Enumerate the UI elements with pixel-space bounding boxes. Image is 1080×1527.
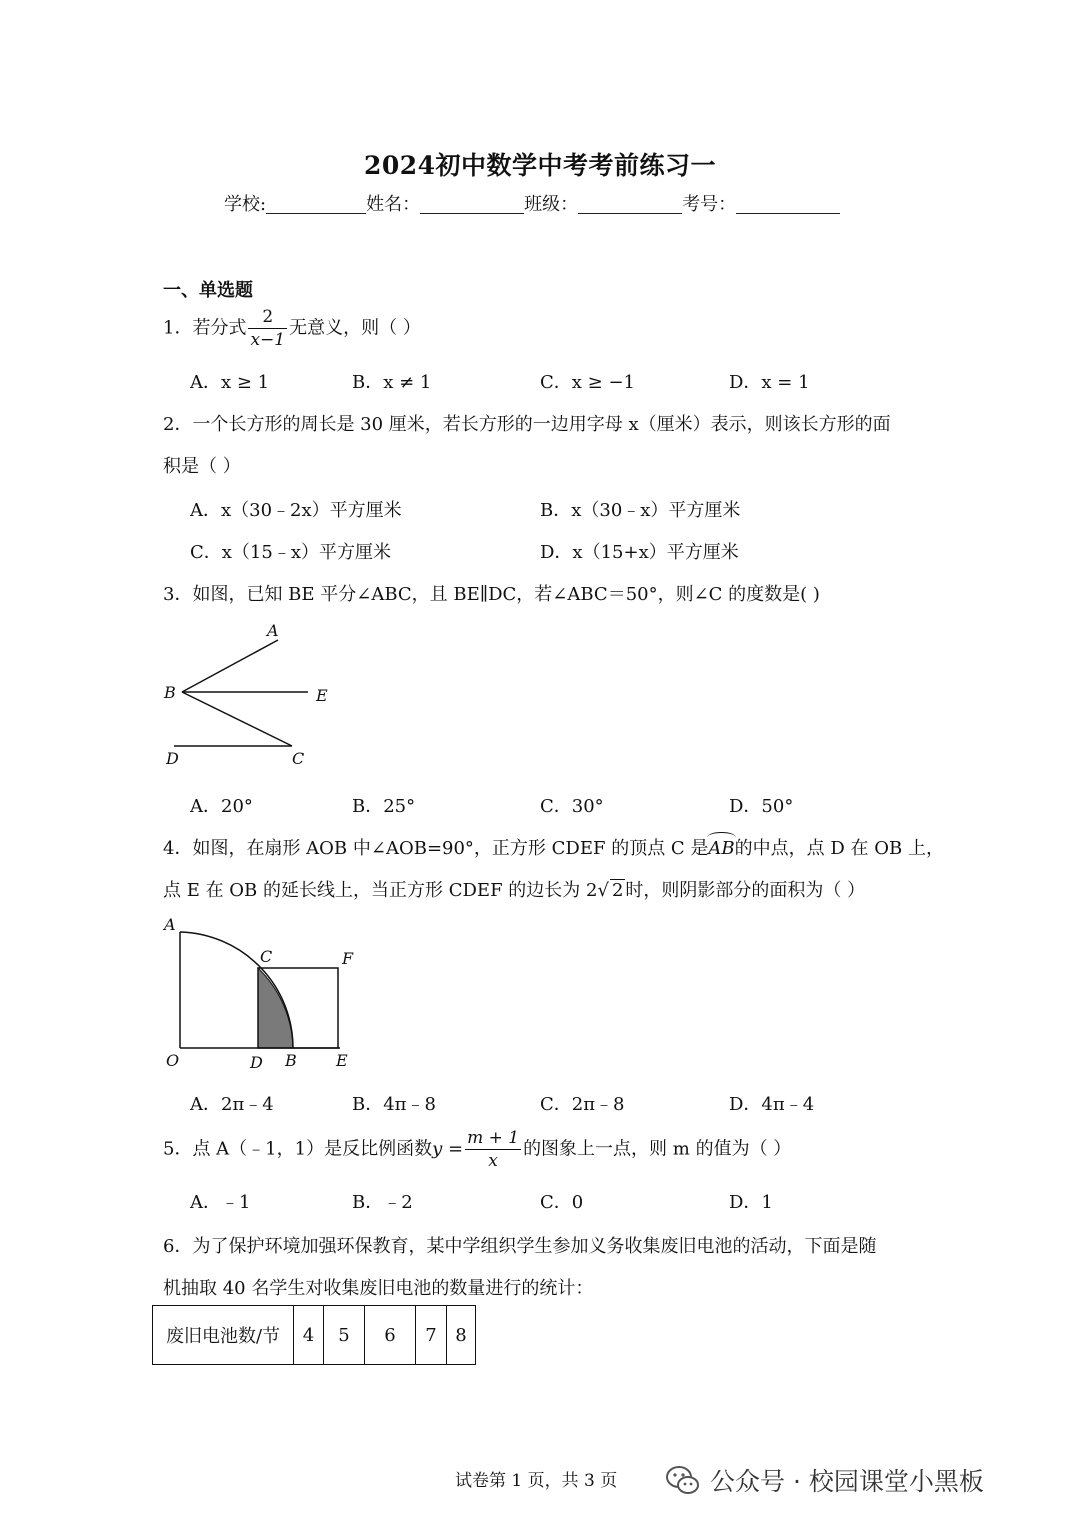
q5-option-d[interactable]: D．1 bbox=[729, 1192, 773, 1213]
q5-fraction bbox=[465, 1127, 521, 1172]
q3-label-c: C bbox=[292, 749, 305, 768]
q4-sqrt-symbol: √ bbox=[597, 880, 609, 901]
q4-shaded-region bbox=[258, 968, 293, 1048]
q4-text-line2-post: 时，则阴影部分的面积为（ ） bbox=[625, 880, 866, 901]
q5-text-post: 的图象上一点，则 m 的值为（ ） bbox=[523, 1138, 792, 1160]
school-label: 学校: bbox=[224, 194, 267, 215]
q6-table-header-cell: 废旧电池数/节 bbox=[153, 1306, 294, 1365]
q6-table-cell: 4 bbox=[294, 1306, 324, 1365]
q1-fraction-numerator: 2 bbox=[262, 307, 274, 327]
q5-fraction-denominator: x bbox=[465, 1149, 521, 1172]
q2-option-c[interactable]: C．x（15﹣x）平方厘米 bbox=[190, 542, 391, 563]
q4-text-line2-pre: 点 E 在 OB 的延长线上，当正方形 CDEF 的边长为 2 bbox=[163, 880, 598, 901]
q6-statistics-table bbox=[152, 1305, 476, 1365]
q1-text-pre: 若分式 bbox=[192, 317, 247, 339]
q1-option-c[interactable]: C．x ≥ −1 bbox=[540, 372, 635, 393]
q3-label-e: E bbox=[316, 686, 328, 705]
q6-table-cell: 8 bbox=[447, 1306, 476, 1365]
q4-text-line1 bbox=[163, 834, 944, 860]
q3-label-d: D bbox=[166, 749, 179, 768]
wechat-icon bbox=[664, 1463, 702, 1497]
q2-option-b[interactable]: B．x（30﹣x）平方厘米 bbox=[540, 500, 741, 521]
q4-text-line2 bbox=[163, 876, 865, 902]
q2-text-line2: 积是（ ） bbox=[163, 456, 241, 477]
q3-option-b[interactable]: B．25° bbox=[352, 796, 416, 817]
page-footer: 试卷第 1 页，共 3 页 bbox=[455, 1471, 618, 1491]
q6-table-cell: 7 bbox=[416, 1306, 447, 1365]
school-blank[interactable] bbox=[266, 195, 366, 214]
student-info-line bbox=[224, 190, 840, 216]
q3-option-d[interactable]: D．50° bbox=[729, 796, 794, 817]
q3-line-ba bbox=[182, 640, 278, 692]
watermark bbox=[664, 1462, 984, 1498]
name-blank[interactable] bbox=[420, 195, 524, 214]
q4-text-line1-pre: 4．如图，在扇形 AOB 中∠AOB=90°，正方形 CDEF 的顶点 C 是 bbox=[163, 838, 709, 859]
section-heading-single-choice: 一、单选题 bbox=[163, 280, 253, 301]
class-label: 班级： bbox=[524, 194, 579, 215]
q3-line-bc bbox=[182, 692, 292, 746]
q5-y-equals: y = bbox=[432, 1138, 464, 1160]
q4-label-d: D bbox=[250, 1053, 263, 1070]
q3-option-a[interactable]: A．20° bbox=[190, 796, 253, 817]
q6-text-line1: 6．为了保护环境加强环保教育，某中学组织学生参加义务收集废旧电池的活动，下面是随 bbox=[163, 1236, 877, 1257]
q5-text-pre: 5．点 A（﹣1，1）是反比例函数 bbox=[163, 1138, 433, 1160]
q1-option-a[interactable]: A．x ≥ 1 bbox=[190, 372, 270, 393]
q4-label-b: B bbox=[285, 1051, 297, 1070]
exam-number-label: 考号： bbox=[682, 194, 737, 215]
q4-option-b[interactable]: B．4π﹣8 bbox=[352, 1094, 436, 1115]
q3-figure bbox=[160, 618, 340, 770]
q1-text-post: 无意义，则（ ） bbox=[289, 317, 421, 339]
q3-label-b: B bbox=[164, 683, 176, 702]
q4-arc-ab: AB bbox=[708, 838, 735, 859]
q4-sqrt-radicand: 2 bbox=[611, 880, 624, 901]
q6-table-cell: 6 bbox=[365, 1306, 416, 1365]
q4-label-a: A bbox=[164, 915, 176, 934]
page-title: 2024初中数学中考考前练习一 bbox=[363, 151, 717, 180]
q6-text-line2: 机抽取 40 名学生对收集废旧电池的数量进行的统计： bbox=[163, 1278, 594, 1299]
q3-option-c[interactable]: C．30° bbox=[540, 796, 604, 817]
question-5 bbox=[163, 1127, 791, 1172]
watermark-text: 公众号 · 校园课堂小黑板 bbox=[710, 1467, 984, 1496]
q1-option-d[interactable]: D．x = 1 bbox=[729, 372, 810, 393]
q5-option-b[interactable]: B．﹣2 bbox=[352, 1192, 413, 1213]
q1-option-b[interactable]: B．x ≠ 1 bbox=[352, 372, 432, 393]
question-1 bbox=[163, 306, 421, 351]
table-row bbox=[153, 1306, 476, 1365]
name-label: 姓名： bbox=[366, 194, 421, 215]
exam-number-blank[interactable] bbox=[736, 195, 840, 214]
q1-fraction-denominator: x−1 bbox=[250, 330, 286, 350]
q2-option-a[interactable]: A．x（30﹣2x）平方厘米 bbox=[190, 500, 402, 521]
q1-fraction bbox=[248, 306, 287, 351]
q3-label-a: A bbox=[267, 621, 279, 640]
class-blank[interactable] bbox=[578, 195, 682, 214]
q4-option-d[interactable]: D．4π﹣4 bbox=[729, 1094, 815, 1115]
q4-label-e: E bbox=[336, 1051, 348, 1070]
q4-label-c: C bbox=[260, 947, 273, 966]
q2-option-d[interactable]: D．x（15+x）平方厘米 bbox=[540, 542, 739, 563]
q4-option-a[interactable]: A．2π﹣4 bbox=[190, 1094, 274, 1115]
q2-text-line1: 2．一个长方形的周长是 30 厘米，若长方形的一边用字母 x（厘米）表示，则该长方形的面 bbox=[163, 414, 891, 435]
q6-table-cell: 5 bbox=[324, 1306, 365, 1365]
q4-label-o: O bbox=[166, 1051, 180, 1070]
q5-option-a[interactable]: A．﹣1 bbox=[190, 1192, 251, 1213]
q4-figure bbox=[160, 914, 356, 1070]
q1-number: 1． bbox=[163, 317, 193, 339]
q4-label-f: F bbox=[342, 949, 354, 968]
q4-option-c[interactable]: C．2π﹣8 bbox=[540, 1094, 625, 1115]
q5-fraction-numerator: m + 1 bbox=[467, 1128, 520, 1148]
q5-option-c[interactable]: C．0 bbox=[540, 1192, 584, 1213]
q3-text: 3．如图，已知 BE 平分∠ABC，且 BE∥DC，若∠ABC＝50°，则∠C 的度数是( ) bbox=[163, 584, 820, 605]
q4-text-line1-post: 的中点，点 D 在 OB 上， bbox=[734, 838, 944, 859]
